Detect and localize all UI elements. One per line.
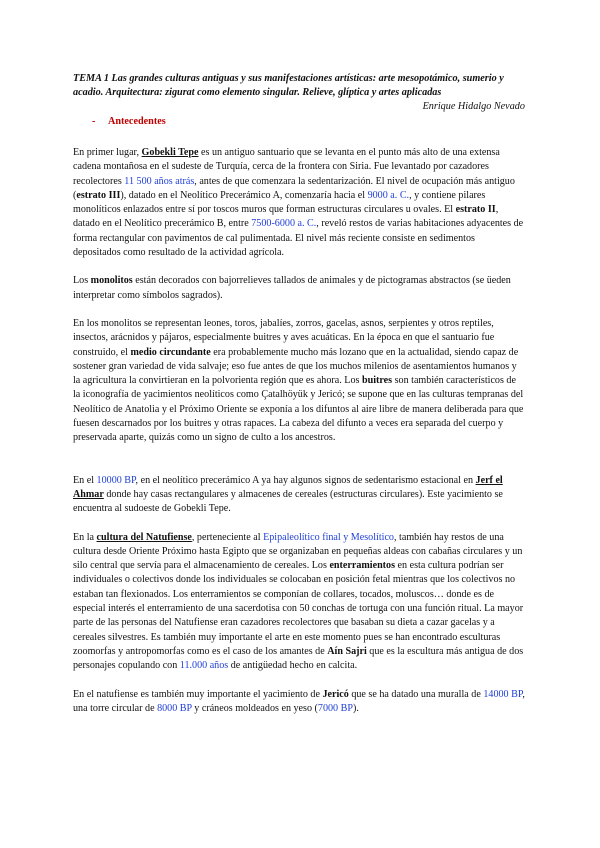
text: ), datado en el Neolítico Precerámico A, comenzaría hacia el bbox=[120, 189, 368, 201]
text: que es la escultura más antigua de dos personajes copulando con bbox=[73, 645, 524, 672]
title-text: TEMA 1 Las grandes culturas antiguas y sus manifestaciones artísticas: arte mesopotámico, sumerio y acadio. Arquitectura: zigurat como elemento singular. Relieve, glíptica y artes aplicadas bbox=[73, 73, 504, 98]
document-title bbox=[73, 72, 525, 112]
text: , una torre circular de bbox=[73, 688, 525, 714]
text: , reveló restos de varias habitaciones adyacentes de forma rectangular con pavimentos de cal pulimentada. El nivel más reciente consiste en sedimentos depositados como resultado de la actividad agrícola. bbox=[73, 218, 524, 259]
text: era probablemente mucho más lozano que en la actualidad, siendo capaz de sostener gran variedad de vida salvaje; eso fue antes de que los muchos milenios de asentamientos humanos y la agricultura la convirtieran en la polvorienta región que es ahora. Los bbox=[73, 346, 519, 387]
term-ain-sajri: Aín Sajri bbox=[327, 645, 367, 657]
term-jerico: Jericó bbox=[322, 688, 349, 700]
section-title: Antecedentes bbox=[108, 116, 166, 127]
date-highlight: 7500-6000 a. C. bbox=[251, 218, 317, 230]
term-buitres: buitres bbox=[361, 375, 393, 387]
term-jerf-el-ahmar: Jerf el Ahmar bbox=[73, 474, 503, 500]
text: donde hay casas rectangulares y almacenes de cereales (estructuras circulares). Este yacimiento se encuentra al sudoeste de Gobekli Tepe. bbox=[73, 488, 503, 515]
text: es un antiguo santuario que se levanta en el punto más alto de una extensa cadena montañosa en el sudeste de Turquía, cerca de la frontera con Siria. Fue levantado por cazadores recolectores bbox=[73, 147, 500, 187]
text: de antigüedad hecho en calcita. bbox=[228, 660, 358, 672]
term-enterramientos: enterramientos bbox=[329, 560, 396, 572]
date-highlight: 8000 BP bbox=[157, 702, 192, 714]
text: En los monolitos se representan leones, toros, jabalíes, zorros, gacelas, asnos, serpientes y otros reptiles, insectos, arácnidos y pájaros, especialmente buitres y aves acuáticas. En la época en que el santuario fue construido, el bbox=[73, 317, 495, 358]
text: , perteneciente al bbox=[191, 531, 264, 543]
term-cultura-natufiense: cultura del Natufiense bbox=[96, 531, 192, 543]
section-bullet: - bbox=[92, 116, 96, 127]
text: están decorados con bajorrelieves tallados de animales y de pictogramas abstractos (se üeden interpretar como símbolos sagrados). bbox=[73, 275, 511, 301]
term-estrato-iii: estrato III bbox=[76, 189, 121, 201]
text: Los bbox=[73, 275, 91, 287]
period-highlight: Epipaleolítico final y Mesolítico bbox=[263, 531, 394, 543]
text: y cráneos moldeados en yeso ( bbox=[191, 702, 318, 714]
text: en esta cultura podrían ser individuales o colectivos donde los individuales se colocaban en posición fetal mientras que los colectivos no estaban tan flexionados. Los enterramientos se componían de collares, tocados, moluscos… donde es de especial interés el enterramiento de una sacerdotisa con 50 conchas de tortuga con una función ritual. La mayor parte de las personas del Natufiense eran cazadores recolectores que basaban su dieta a cazar gacelas y a cereales silvestres. Es también muy importante el arte en este momento pues se han encontrado esculturas zoomorfas y antropomorfas como es el caso de los amantes de bbox=[73, 560, 524, 657]
text: , y contiene pilares monolíticos enlazados entre sí por toscos muros que forman estructuras circulares u ovales. El bbox=[73, 189, 486, 216]
text: , también hay restos de una cultura desde Oriente Próximo hasta Egipto que se organizaban en pequeñas aldeas con cabañas circulares y un silo central que servía para el almacenamiento de cereales. Los bbox=[73, 531, 523, 572]
paragraph-gobekli-tepe bbox=[73, 146, 525, 260]
text: En primer lugar, bbox=[73, 147, 142, 158]
date-highlight: 7000 BP bbox=[317, 702, 353, 714]
paragraph-jerico bbox=[73, 688, 525, 717]
text: son también característicos de la iconografía de yacimientos neolíticos como Çatalhöyük y Jericó; se supone que en las culturas tempranas del Neolítico de Anatolia y el Próximo Oriente se exponía a los difuntos al aire libre de manera deliberada para que fuesen descarnados por los buitres y otras rapaces. La cabeza del difunto a veces era separada del cuerpo y preservada aparte, quizás como un signo de culto a los ancestros. bbox=[73, 375, 524, 444]
document-page bbox=[73, 72, 525, 716]
paragraph-fauna bbox=[73, 317, 525, 446]
date-highlight: 11.000 años bbox=[179, 660, 229, 672]
term-medio-circundante: medio circundante bbox=[130, 346, 211, 358]
term-estrato-ii: estrato II bbox=[455, 204, 496, 216]
paragraph-jerf-el-ahmar bbox=[73, 474, 525, 517]
section-heading bbox=[92, 116, 525, 127]
paragraph-natufiense bbox=[73, 531, 525, 674]
date-highlight: 9000 a. C. bbox=[367, 189, 410, 201]
text: ). bbox=[352, 702, 359, 714]
paragraph-monolitos bbox=[73, 274, 525, 303]
text: , antes de que comenzara la sedentarización. El nivel de ocupación más antiguo ( bbox=[73, 175, 515, 201]
text: En el natufiense es también muy importante el yacimiento de bbox=[73, 688, 323, 700]
term-monolitos: monolitos bbox=[90, 275, 133, 287]
text: En el bbox=[73, 474, 97, 486]
text: , en el neolítico precerámico A ya hay algunos signos de sedentarismo estacional en bbox=[135, 474, 476, 486]
date-highlight: 11 500 años atrás bbox=[124, 175, 195, 187]
term-gobekli-tepe: Gobekli Tepe bbox=[141, 147, 199, 158]
date-highlight: 14000 BP bbox=[483, 688, 523, 700]
author-name: Enrique Hidalgo Nevado bbox=[422, 101, 525, 112]
text: En la bbox=[73, 531, 97, 543]
text: , datado en el Neolítico precerámico B, entre bbox=[73, 204, 499, 230]
text: que se ha datado una muralla de bbox=[348, 688, 484, 700]
date-highlight: 10000 BP bbox=[96, 474, 136, 486]
